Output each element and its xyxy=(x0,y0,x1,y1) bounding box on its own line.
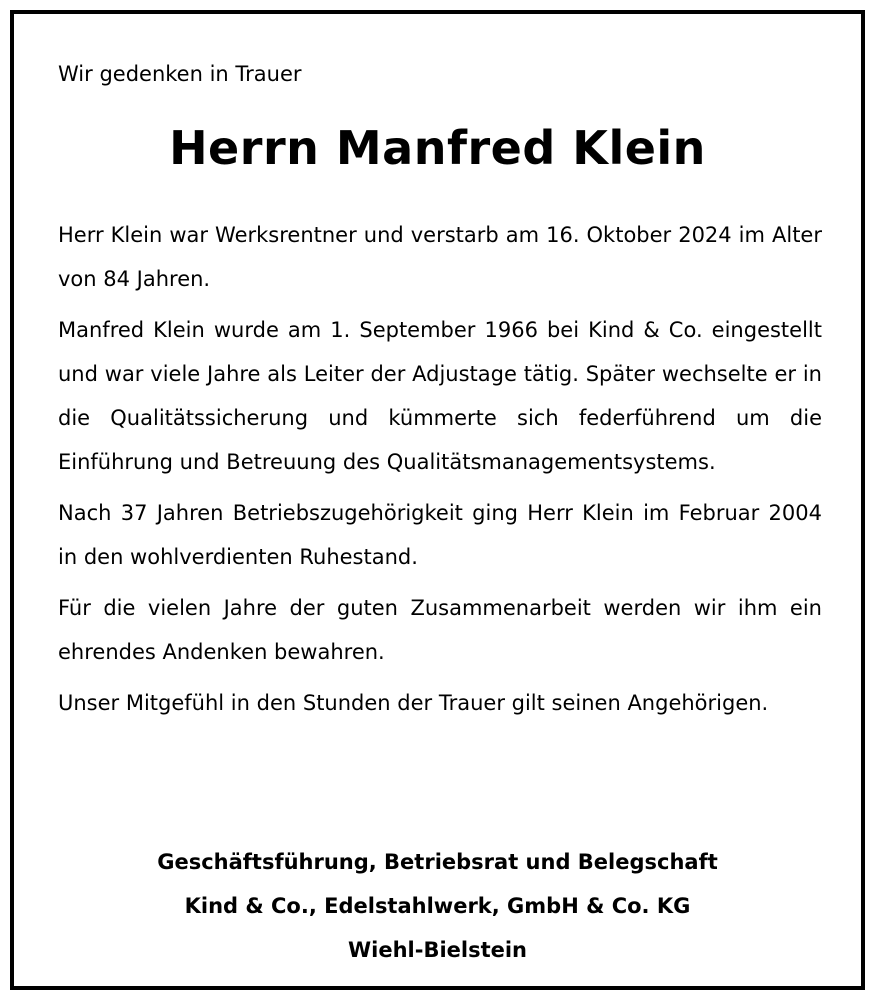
signature-line-management: Geschäftsführung, Betriebsrat und Belegschaft xyxy=(157,850,718,874)
paragraph-condolence: Unser Mitgefühl in den Stunden der Trauer gilt seinen Angehörigen. xyxy=(58,691,769,715)
paragraph-remembrance: Für die vielen Jahre der guten Zusammenarbeit werden wir ihm ein ehrendes Andenken bewahren. xyxy=(58,596,822,664)
signature-block xyxy=(14,840,861,972)
intro-text: Wir gedenken in Trauer xyxy=(58,62,302,86)
paragraph-career: Manfred Klein wurde am 1. September 1966 bei Kind & Co. eingestellt und war viele Jahre als Leiter der Adjustage tätig. Später wechselte er in die Qualitätssicherung und kümmerte sich federführend um die Einführung und Betreuung des Qualitätsmanagementsystems. xyxy=(58,318,822,474)
obituary-body xyxy=(58,213,822,732)
signature-line-company: Kind & Co., Edelstahlwerk, GmbH & Co. KG xyxy=(184,894,691,918)
deceased-name: Herrn Manfred Klein xyxy=(169,121,706,175)
signature-line-location: Wiehl-Bielstein xyxy=(347,938,528,962)
obituary-frame xyxy=(10,10,865,990)
paragraph-death: Herr Klein war Werksrentner und verstarb am 16. Oktober 2024 im Alter von 84 Jahren. xyxy=(58,223,822,291)
paragraph-retirement: Nach 37 Jahren Betriebszugehörigkeit ging Herr Klein im Februar 2004 in den wohlverdienten Ruhestand. xyxy=(58,501,822,569)
